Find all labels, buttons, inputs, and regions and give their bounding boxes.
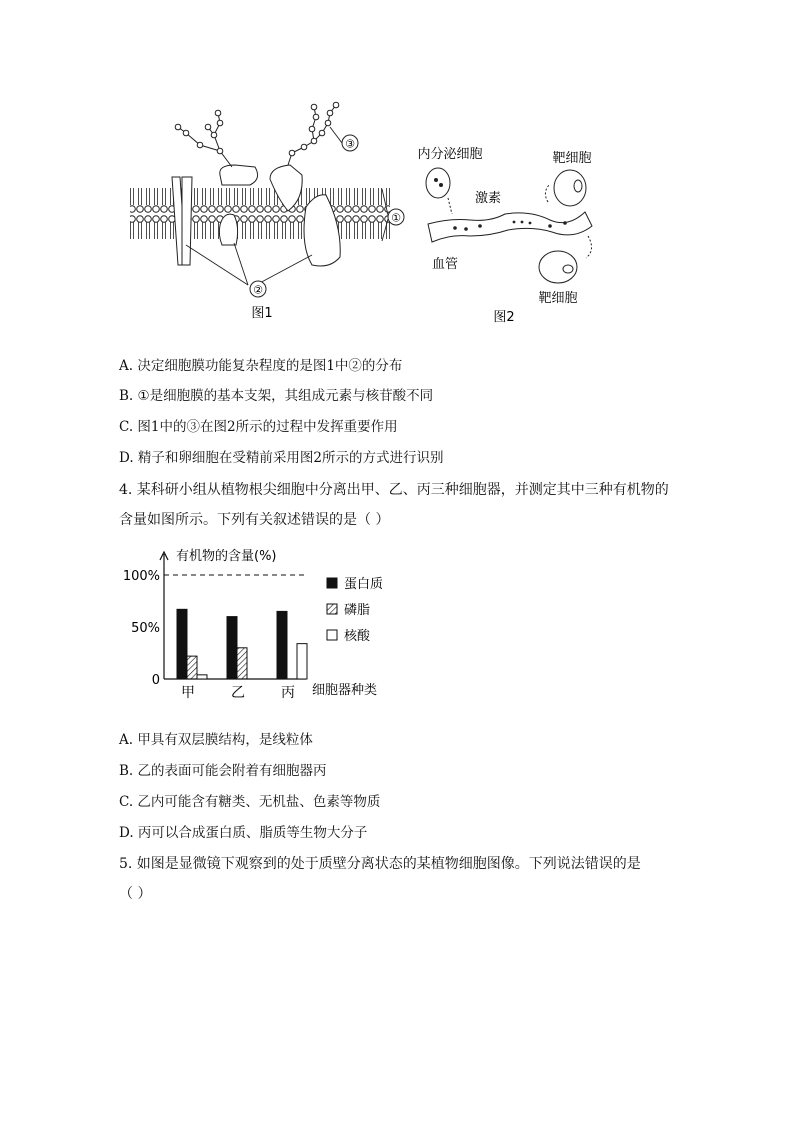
- x-tick-label: 乙: [231, 685, 245, 701]
- q5-stem-line2: （ ）: [119, 886, 152, 902]
- glycoprotein-chain-3: [288, 102, 339, 165]
- peripheral-protein: [220, 165, 258, 185]
- target-cell-bottom-label: 靶细胞: [538, 291, 578, 306]
- q3-option-a: A. 决定细胞膜功能复杂程度的是图1中②的分布: [119, 358, 403, 374]
- q3-option-b: B. ①是细胞膜的基本支架，其组成元素与核苷酸不同: [119, 388, 434, 404]
- blood-vessel-label: 血管: [432, 257, 459, 272]
- bar-磷脂-甲: [187, 656, 197, 679]
- bar-核酸-甲: [197, 675, 207, 679]
- figure2-hormone-diagram: [410, 140, 620, 330]
- marker-3: ③: [345, 137, 355, 151]
- phospholipid-bilayer: [130, 183, 390, 245]
- bar-蛋白质-乙: [227, 617, 237, 679]
- marker-1: ①: [391, 211, 401, 225]
- y-tick-label: 0: [151, 673, 160, 688]
- bar-蛋白质-丙: [277, 611, 287, 679]
- q5-stem-line1: 5. 如图是显微镜下观察到的处于质壁分离状态的某植物细胞图像。下列说法错误的是: [119, 856, 641, 872]
- target-cell-top-label: 靶细胞: [552, 151, 592, 166]
- bar-磷脂-乙: [237, 648, 247, 679]
- marker-2: ②: [253, 283, 263, 297]
- inner-protein: [219, 214, 237, 245]
- organelle-bar-chart: [120, 540, 400, 705]
- chart-y-label: 有机物的含量(%): [176, 549, 277, 564]
- q4-option-b: B. 乙的表面可能会附着有细胞器丙: [119, 763, 327, 779]
- bar-蛋白质-甲: [177, 609, 187, 679]
- legend-label: 磷脂: [344, 603, 371, 618]
- y-tick-label: 100%: [122, 569, 160, 584]
- q3-option-c: C. 图1中的③在图2所示的过程中发挥重要作用: [119, 419, 398, 435]
- q4-option-c: C. 乙内可能含有糖类、无机盐、色素等物质: [119, 794, 381, 810]
- q3-option-d: D. 精子和卵细胞在受精前采用图2所示的方式进行识别: [119, 450, 444, 466]
- figure1-caption: 图1: [251, 306, 273, 321]
- chart-legend: [327, 577, 383, 644]
- legend-label: 核酸: [344, 629, 371, 644]
- legend-swatch: [327, 578, 337, 588]
- q4-stem-line1: 4. 某科研小组从植物根尖细胞中分离出甲、乙、丙三种细胞器，并测定其中三种有机物的: [119, 482, 669, 498]
- endocrine-cell-label: 内分泌细胞: [417, 147, 483, 162]
- x-tick-label: 甲: [181, 685, 195, 701]
- endocrine-cell: [426, 168, 450, 198]
- legend-swatch: [327, 604, 337, 614]
- x-tick-label: 丙: [281, 685, 295, 701]
- y-tick-label: 50%: [131, 621, 160, 636]
- q4-option-a: A. 甲具有双层膜结构，是线粒体: [119, 732, 313, 748]
- figure2-caption: 图2: [493, 310, 515, 325]
- figure1-membrane-diagram: [120, 95, 420, 325]
- q4-stem-line2: 含量如图所示。下列有关叙述错误的是（ ）: [119, 512, 390, 528]
- legend-label: 蛋白质: [344, 577, 384, 592]
- bar-核酸-丙: [297, 644, 307, 679]
- glycoprotein-chain: [175, 110, 232, 167]
- legend-swatch: [327, 630, 337, 640]
- hormone-label: 激素: [475, 191, 502, 206]
- q4-option-d: D. 丙可以合成蛋白质、脂质等生物大分子: [119, 825, 368, 841]
- blood-vessel: [428, 212, 592, 242]
- chart-x-label: 细胞器种类: [312, 683, 378, 698]
